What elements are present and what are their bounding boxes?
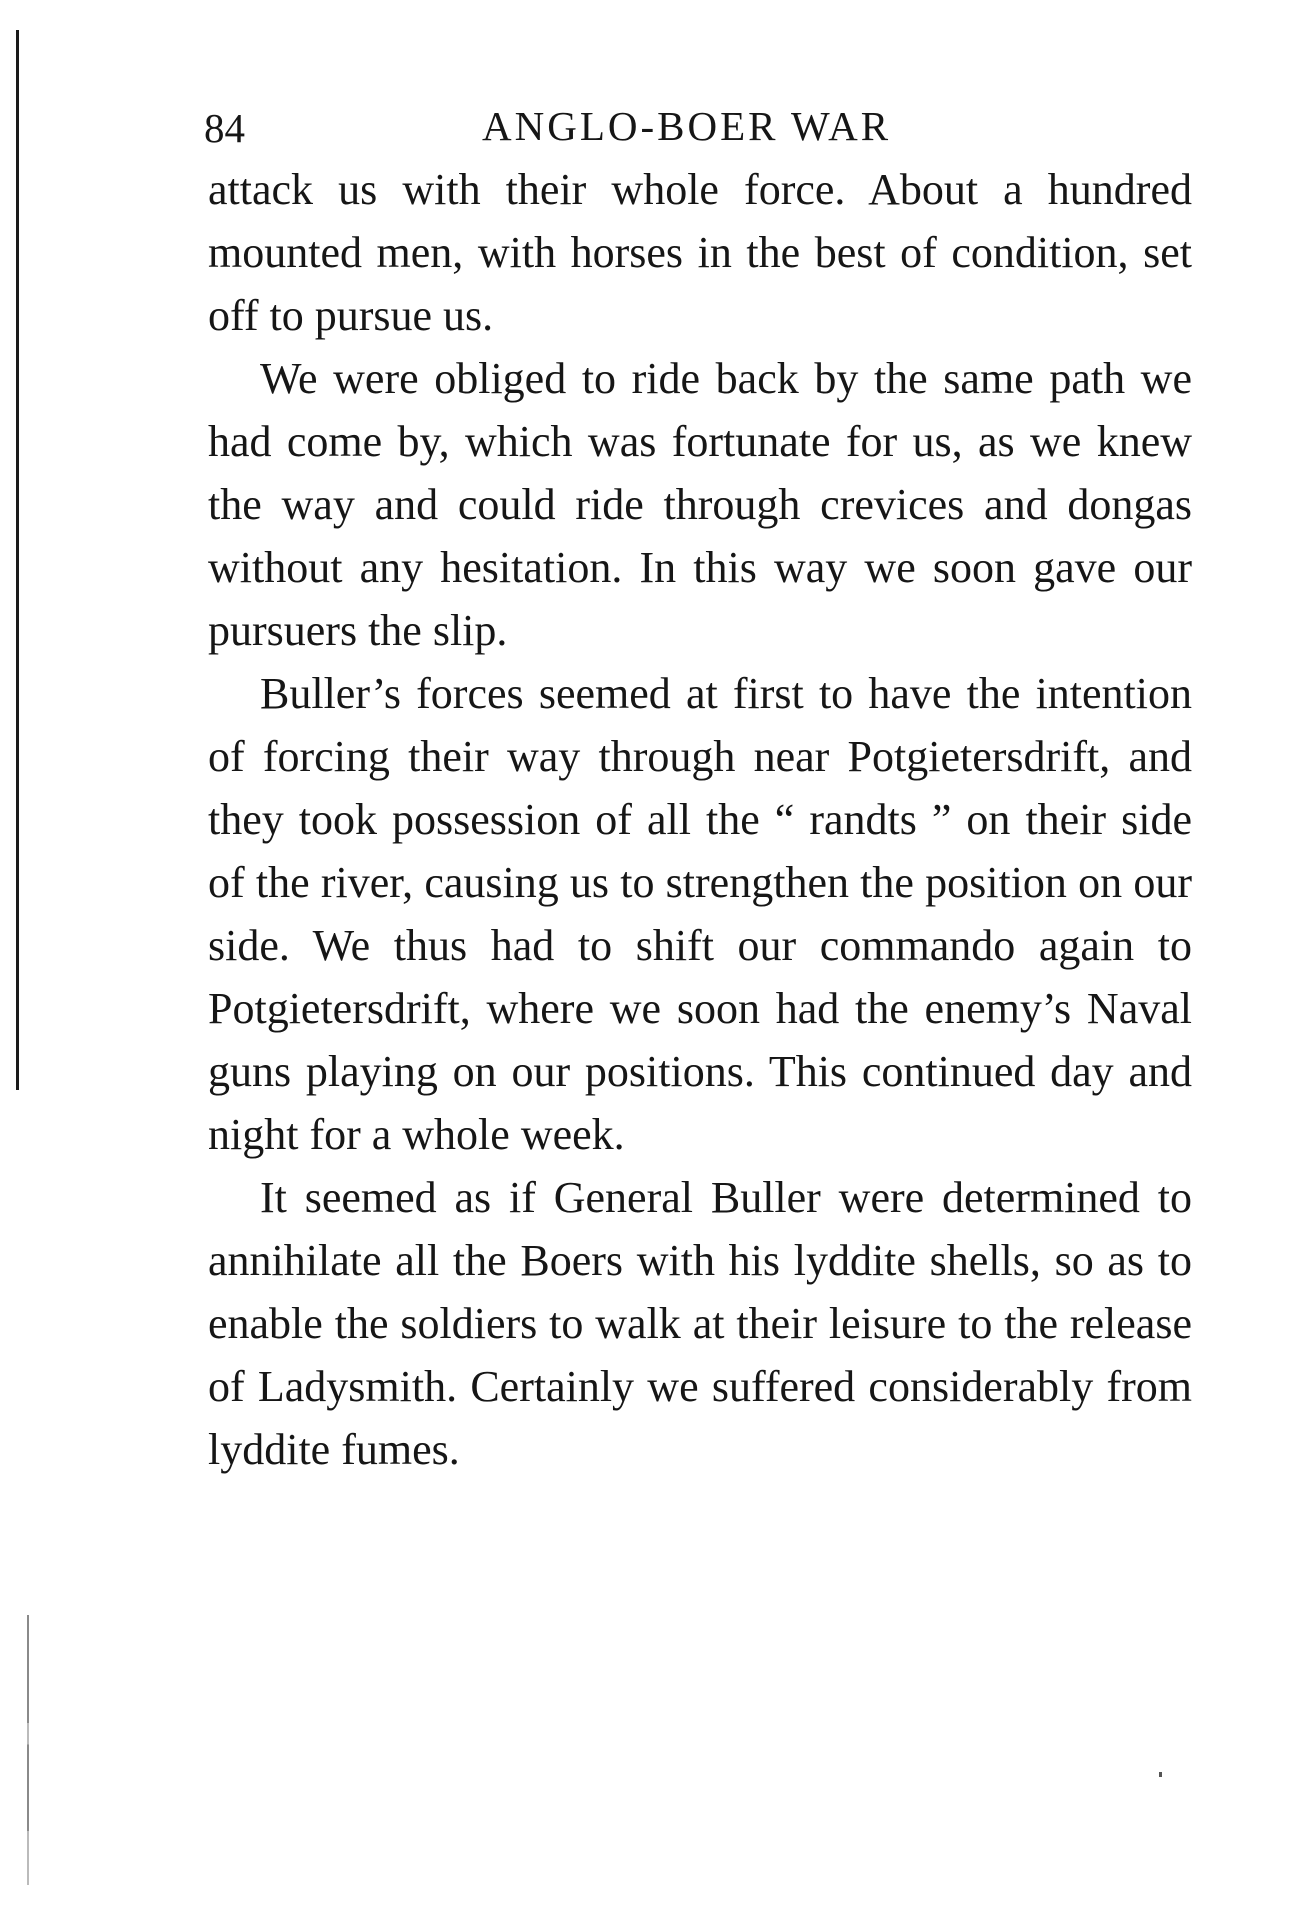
- binding-edge: [16, 30, 19, 1090]
- running-title: ANGLO-BOER WAR: [482, 103, 892, 149]
- page-number: 84: [204, 105, 245, 151]
- paragraph-continued: attack us with their whole force. About a hundred mounted men, with horses in the best of condition, set off to pursue us.: [208, 165, 1192, 340]
- page-text: [208, 158, 1192, 1481]
- binding-edge-lower: [27, 1615, 29, 1885]
- running-head: [204, 96, 1194, 156]
- print-speck: [1159, 1772, 1162, 1777]
- paragraph: It seemed as if General Buller were determined to annihilate all the Boers with his lyddite shells, so as to enable the soldiers to walk at their leisure to the release of Ladysmith. Certainly we suffered considerably from lyddite fumes.: [208, 1173, 1192, 1474]
- paragraph: We were obliged to ride back by the same path we had come by, which was fortunate for us, as we knew the way and could ride through crevices and dongas without any hesitation. In this way we soon gave our pursuers the slip.: [208, 354, 1192, 655]
- paragraph: Buller’s forces seemed at first to have the intention of forcing their way through near Potgietersdrift, and they took possession of all the “ randts ” on their side of the river, causing us to strengthen the position on our side. We thus had to shift our commando again to Potgietersdrift, where we soon had the enemy’s Naval guns playing on our positions. This continued day and night for a whole week.: [208, 669, 1192, 1159]
